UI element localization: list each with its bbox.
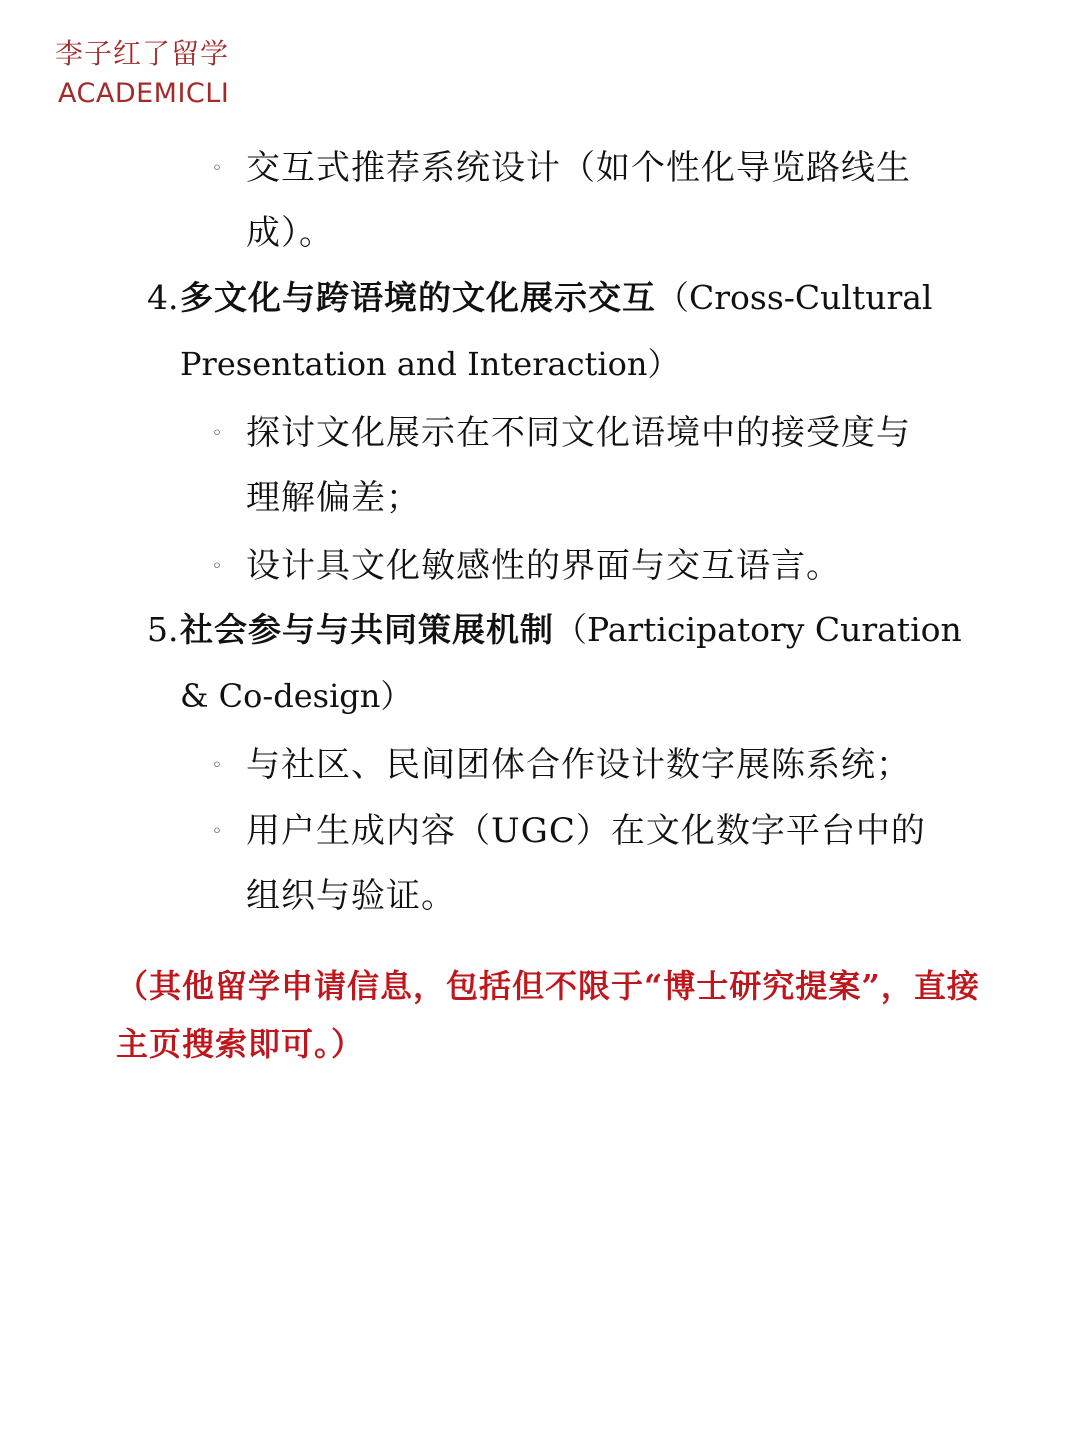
list-item-text: 交互式推荐系统设计（如个性化导览路线生 [246, 148, 911, 188]
brand-name-english: ACADEMICLI [58, 78, 230, 109]
section-title [180, 276, 933, 320]
section-title-english: & Co-design） [180, 677, 413, 715]
section-title-english: （Cross-Cultural [656, 278, 933, 317]
list-item-text: 用户生成内容（UGC）在文化数字平台中的 [246, 811, 926, 851]
section-title [180, 608, 962, 652]
hollow-bullet-icon: ◦ [211, 158, 223, 179]
list-item-text: 与社区、民间团体合作设计数字展陈系统； [246, 745, 911, 785]
section-title-chinese: 多文化与跨语境的文化展示交互 [180, 278, 656, 317]
list-item-text: 成）。 [246, 213, 334, 253]
list-item-text: 探讨文化展示在不同文化语境中的接受度与 [246, 413, 911, 453]
promo-note-line-1: （其他留学申请信息，包括但不限于“博士研究提案”，直接 [116, 967, 980, 1005]
list-item-text: 组织与验证。 [246, 876, 456, 916]
section-number: 5. [147, 610, 179, 649]
section-title-chinese: 社会参与与共同策展机制 [180, 610, 554, 649]
hollow-bullet-icon: ◦ [211, 556, 223, 577]
section-title-english: （Participatory Curation [554, 610, 962, 649]
brand-watermark [55, 34, 229, 114]
list-item-text: 理解偏差； [246, 478, 421, 518]
section-number: 4. [147, 278, 179, 317]
hollow-bullet-icon: ◦ [211, 423, 223, 444]
list-item-text: 设计具文化敏感性的界面与交互语言。 [246, 546, 841, 586]
brand-name-chinese: 李子红了留学 [55, 37, 230, 70]
promo-note-line-2: 主页搜索即可。） [116, 1025, 365, 1063]
section-title-english: Presentation and Interaction） [180, 345, 680, 383]
hollow-bullet-icon: ◦ [211, 821, 223, 842]
hollow-bullet-icon: ◦ [211, 755, 223, 776]
